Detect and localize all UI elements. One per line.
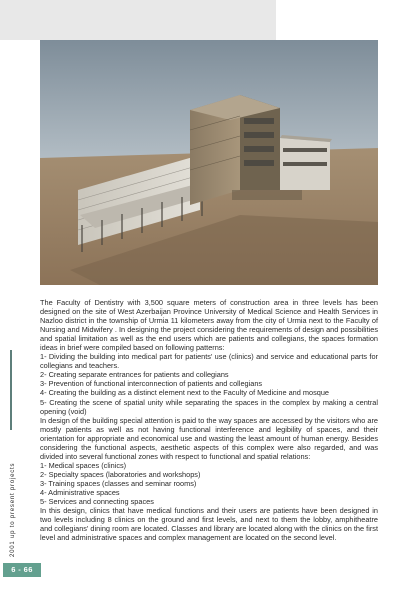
list-item: 2- Creating separate entrances for patients and collegians <box>40 370 229 380</box>
building-render-image <box>40 40 378 285</box>
list-item: 5- Creating the scene of spatial unity while separating the spaces in the complex by making a central opening (void) <box>40 397 378 416</box>
list-item: 2- Specialty spaces (laboratories and workshops) <box>40 469 201 479</box>
list-item: 3- Prevention of functional interconnection of patients and collegians <box>40 379 263 389</box>
top-gray-band <box>0 0 276 40</box>
list-item: 3- Training spaces (classes and seminar rooms) <box>40 478 197 488</box>
paragraph-intro: The Faculty of Dentistry with 3,500 square meters of construction area in three levels has been designed on the site of West Azerbaijan Province University of Medical Science and Health Services in Nazloo district in the township of Urmia 11 kilometers away from the city of Urmia next to the Faculty of Nursing and Midwifery . In designing the project considering the requirements of design and possibilities and spatial limitation as well as the end users which are patients and collegians, the spaces formation ideas in brief were compiled based on following patterns: <box>40 298 378 353</box>
side-accent-rule <box>10 350 12 430</box>
list-item: 4- Creating the building as a distinct element next to the Faculty of Medicine and mosque <box>40 388 330 398</box>
project-description <box>40 298 378 542</box>
side-label-text: 2001 up to present projects <box>10 462 16 557</box>
list-item: 1- Dividing the building into medical part for patients' use (clinics) and service and educational parts for collegians and teachers. <box>40 352 378 371</box>
page-number-badge: 6 - 66 <box>3 563 41 577</box>
list-item: 1- Medical spaces (clinics) <box>40 460 127 470</box>
list-item: 5- Services and connecting spaces <box>40 497 154 507</box>
paragraph-design-access: In design of the building special attention is paid to the way spaces are accessed by the visitors who are mostly patients as well as not having functional interference and legibility of spaces, and their orientation for appropriate and economical use and wasting the least amount of human energy. Besides considering the functional aspects, aesthetic aspects of this complex were also regarded, and was divided into several functional zones with respect to functional and spatial relations: <box>40 415 378 461</box>
paragraph-clinics: In this design, clinics that have medical functions and their users are patients have been designed in two levels including 8 clinics on the ground and first levels, and next to them the lobby, amphitheatre and collegians' dining room are located. Classes and library are located along with the clinics on the first level and administrative spaces and complex management are located on the second level. <box>40 506 378 543</box>
list-item: 4- Administrative spaces <box>40 487 120 497</box>
